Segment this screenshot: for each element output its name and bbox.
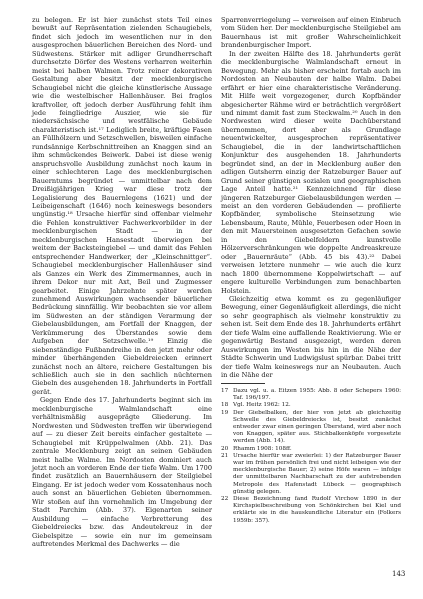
footnote-number: 20 bbox=[221, 445, 229, 452]
footnote-number: 17 bbox=[221, 388, 229, 394]
paragraph: zu belegen. Er ist hier zunächst stets Teil eines bewußt auf Repräsentation zielenden Schaugiebels, findet sich jedoch im wesentlichen nur in den ausgesprochen bäuerlichen Bereichen des Nord- und Südwestens. Stärker mit adliger Grundherrschaft durchsetzte Dörfer des Westens verharren weiterhin meist bei halben Walmen. Trotz reiner dekorativen Gestaltung aber besitzt der mecklenburgische Schaugiebel nicht die gleiche künstlerische Aussage wie die westelbischer Hallenhäuser. Bei fraglos kraftvoller, oft jedoch derber Ausführung fehlt ihm jede feingliedrige Auszier, wie sie für niedersächsische und westfälische Gebäude charakteristisch ist.¹⁷ Lediglich breite, kräftige Fasen an Füllhölzern und Setzschwellen, bisweilen einfache rundsännige Kerbschnittreihen an Knaggen sind an ihm schmückendes Beiwerk. Dabei ist diese wenig anspruchsvolle Ausbildung zunächst noch kaum in einer schlechteren Lage des mecklenburgischen Bauerntums begründet — unmittelbar nach dem Dreißigjährigen Krieg war diese trotz der Legalisierung des Bauernlegens (1621) und der Leibeigenschaft (1646) noch keineswegs besonders ungünstig.¹⁸ Ursache hierfür sind offenbar vielmehr die Fehlen konstruktiver Fachwerkvorbilder in der mecklenburgischen Stadt — in der mecklenburgischen Hansestadt überwiegen bei weitem der Backsteingiebel — und damit das Fehlen entsprechender Handwerker, der „Kleinschnittger“. Schaugiebel mecklenburgischer Hallenhäuser sind als Ganzes ein Werk des Zimmermannes, auch in ihrem Dekor nur mit Axt, Beil und Zugmesser gearbeitet. Einige Jahrzehnte später werden zunehmend Auswirkungen wachsender bäuerlicher Bedrückung sinnfällig. Wir beobachten sie vor allem im Südwesten an der ständigen Verarmung der Giebelausbildungen, am Fortfall der Knaggen, der Verkümmerung des Überstandes sowie dem Aufgeben der Setzschwelle.¹⁹ Einzig die siebenständige Fußbandreihe in den jetzt mehr oder minder überhängenden Giebeldreiecken erinnert zunächst noch an ältere, reichere Gestaltungen bis schließlich auch sie in den sachlich nüchternen Giebeln des ausgehenden 18. Jahrhunderts in Fortfall gerät. bbox=[32, 16, 212, 396]
footnote bbox=[221, 388, 401, 402]
footnote-number: 22 bbox=[221, 496, 229, 503]
footnote-separator bbox=[221, 383, 265, 384]
footnote-text: Dazu vgl. u. a. Eitzen 1955: Abb. 8 oder Schepers 1960: Taf. 196/197. bbox=[233, 388, 401, 402]
paragraph: In der zweiten Hälfte des 18. Jahrhunderts gerät die mecklenburgische Walmlandschaft erneut in Bewegung. Mehr als bisher erscheint fortab auch im Nordosten an Neubauten der halbe Walm. Dabei erfährt er hier eine charakteristische Veränderung. Mit Hilfe weit vorgezogener, durch Kopfbänder abgesicherter Rähme wird er beträchtlich vergrößert und nimmt damit fast zum Steckwalm.²⁰ Auch in den Nordwesten wird dieser weite Dachüberstand übernommen, dort aber als Grundlage neuentwickelter, ausgesprochen repräsentativer Schaugiebel, die in der landwirtschaftlichen Konjunktur des ausgehenden 18. Jahrhunderts begründet sind, an der in Mecklenburg außer den adligen Gutsherrn einzig der Ratzeburger Bauer auf Grund seiner günstigen sozialen und geographischen Lage Anteil hatte.²¹ Kennzeichnend für diese jüngeren Ratzeburger Giebelausbildungen werden — meist an den vorderen Gebäudenden — profilierte Kopfbänder, symbolische Steinsetzung wie Lebensbaum, Raute, Mühle, Feuerbesen oder Hoen in den mit Mauersteinen ausgesetzten Gefachen sowie in den Giebelfeldern kunstvolle Hölzerverschränkungen wie doppelte Andreaskreuze oder „Bauernräute“ (Abb. 45 bis 43).²² Dabei verweisen letztere nunmehr — wie auch die kurz nach 1800 übernommene Koppelwirtschaft — auf engere kulturelle Verbindungen zum benachbarten Holstein. bbox=[221, 49, 401, 295]
footnotes bbox=[221, 388, 401, 525]
right-text-column bbox=[221, 16, 401, 379]
footnote-text: Ursache hierfür war zweierlei: 1) der Ratzeburger Bauer war im frühen persönlich frei und nicht leibeigen wie der mecklenburgische Bauer; 2) seine Höfe waren — infolge der unmittelbaren Nachbarschaft zu der aufstrebenden Metropole des Hafenstadt Lübeck — geographisch günstig gelegen. bbox=[233, 452, 401, 495]
footnote-number: 21 bbox=[221, 452, 229, 459]
page-number: 143 bbox=[392, 570, 406, 578]
footnote bbox=[221, 410, 401, 446]
footnote bbox=[221, 453, 401, 496]
footnote-text: Rhamm 1908: 108ff. bbox=[233, 445, 292, 452]
footnote-text: Vgl. Heitz 1962: 12. bbox=[233, 402, 291, 409]
footnote-text: Der Giebelbalken, der hier von jetzt ab gleichzeitig Schwelle des Giebeldreiecks ist, besitzt zunächst entweder zwar einen geringen Überstand, wird aber noch von Knaggen, später aus. Stichbalkenköpfe vorgesetzte werden (Abb. 14). bbox=[233, 409, 401, 445]
paragraph: Sparrenverriegelung — verweisen auf einen Einbruch vom Süden her. Der mecklenburgische Steilgiebel am Bauernhaus ist mit großer Wahrscheinlichkeit brandenburgischer Import. bbox=[221, 16, 401, 50]
footnote-text: Diese Bezeichnung fand Rudolf Virchow 1890 in der Kirchspielbeschreibung von Schönkirchen bei Kiel und erklärte sie in die hauskundliche Literatur ein (Folkers 1959b: 357). bbox=[233, 496, 401, 524]
footnote-number: 19 bbox=[221, 409, 229, 416]
footnote bbox=[221, 402, 401, 409]
footnote bbox=[221, 496, 401, 525]
left-text-column bbox=[32, 16, 212, 549]
paragraph: Gegen Ende des 17. Jahrhunderts beginnt sich im mecklenburgische Walmlandschaft eine verhältnismäßig ausgeprägte Gliederung. Im Nordwesten und Südwesten treffen wir überwiegend auf — zu dieser Zeit bereits einfacher gestaltete — Schaugiebel mit Krüppelwalmen (Abb. 21). Das zentrale Mecklenburg zeigt an seinen Gebäuden meist halbe Walme. Im Nordosten dominiert auch jetzt noch an vorderen Ende der tiefe Walm. Um 1700 findet zusätzlich an Bauernhäusern der Steilgiebel Eingang. Er ist jedoch weder vom Kossatenhaus noch auch sonst an bäuerlichen Gebieten übernommen. Wir stoßen auf ihn vornehmlich im Umgebung der Stadt Parchim (Abb. 37). Eigenarten seiner Ausbildung — einfache Verbretterung des Giebeldreiecks bzw. das Andeutekreuz in der Giebelspitze — sowie ein nur im gemeinsam auftretendes Merkmal des Dachwerks — die bbox=[32, 396, 212, 549]
paragraph: Gleichzeitig etwa kommt es zu gegenläufiger Bewegung, einer Gegenläufigkeit allerdings, die nicht so sehr geographisch als vielmehr konstruktiv zu sehen ist. Seit dem Ende des 18. Jahrhunderts erfährt der tiefe Walm eine auffallende Reaktivierung. Wie er gegenwärtig Bestand ausgezeigt, werden deren Auswirkungen im Westen bis hin in die Nähe der Städte Schwerin und Ludwigslust spürbar. Dabei tritt der tiefe Walm keineswegs nur an Neubauten. Auch in die Nähe der bbox=[221, 294, 401, 380]
footnote-number: 18 bbox=[221, 402, 229, 409]
footnote bbox=[221, 446, 401, 453]
